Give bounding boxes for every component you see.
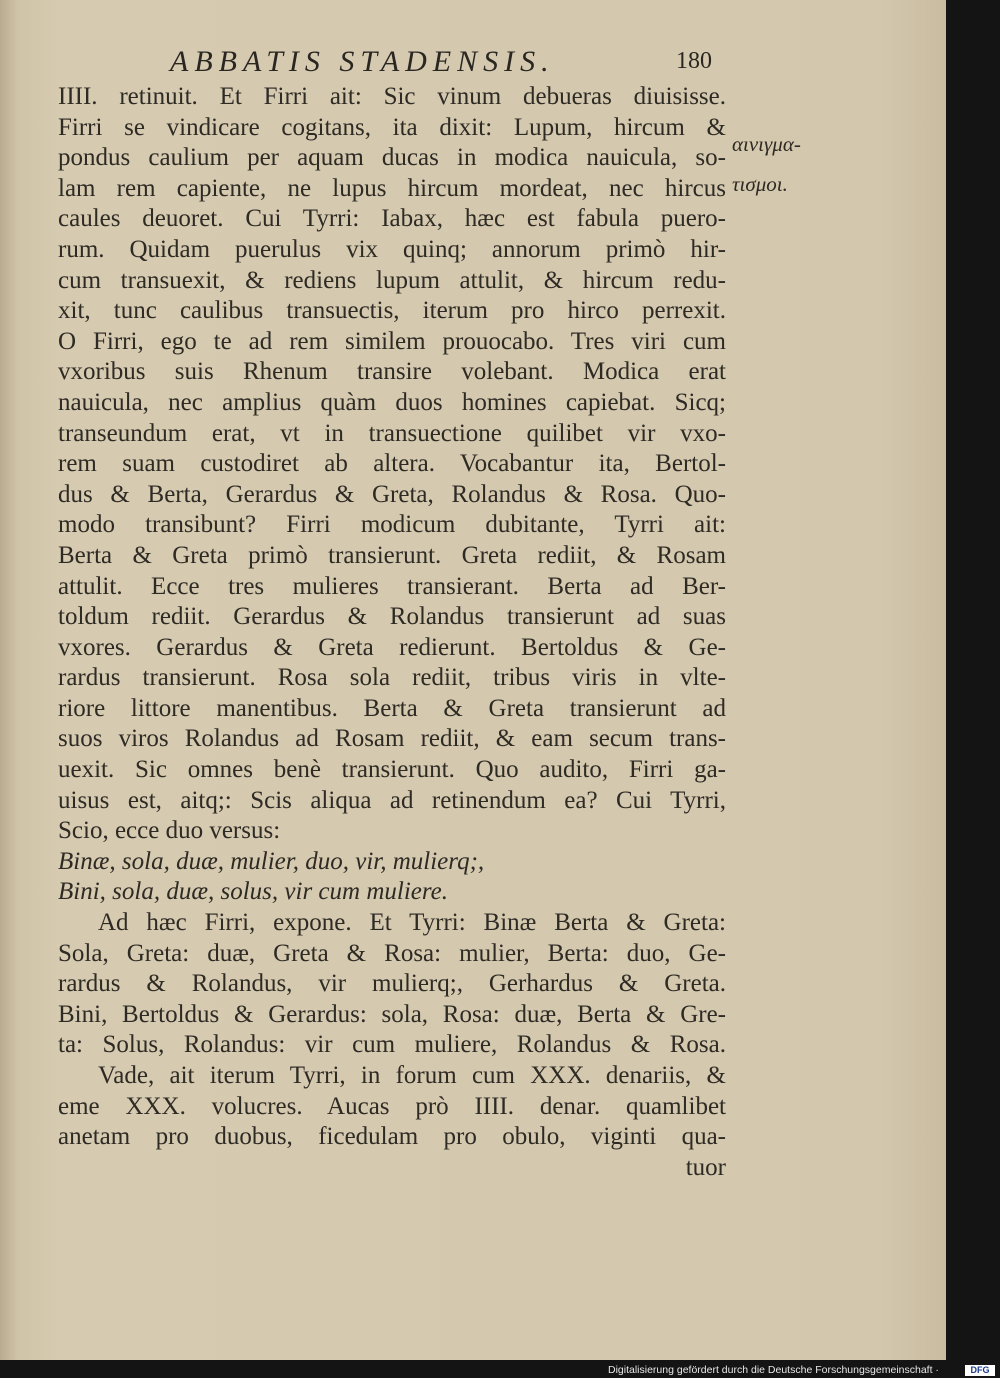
text-line: Scio, ecce duo versus: [58, 817, 281, 845]
text-line: riore littore manentibus. Berta & Greta transierunt ad [58, 694, 726, 722]
text-line: ta: Solus, Rolandus: vir cum muliere, Rolandus & Rosa. [58, 1031, 726, 1059]
text-line: transeundum erat, vt in transuectione quilibet vir vxo- [58, 419, 726, 447]
text-line: Bini, Bertoldus & Gerardus: sola, Rosa: duæ, Berta & Gre- [58, 1000, 726, 1028]
text-line: lam rem capiente, ne lupus hircum mordeat, nec hircus [58, 174, 726, 202]
text-line: vxores. Gerardus & Greta redierunt. Bertoldus & Ge- [58, 633, 726, 661]
margin-note-line-2: τισμοι. [732, 172, 788, 196]
text-line: Vade, ait iterum Tyrri, in forum cum XXX. denariis, & [98, 1062, 726, 1089]
text-line: Ad hæc Firri, expone. Et Tyrri: Binæ Berta & Greta: [98, 909, 726, 937]
text-line: xit, tunc caulibus transuectis, iterum pro hirco perrexit. [58, 297, 726, 325]
text-line: dus & Berta, Gerardus & Greta, Rolandus & Rosa. Quo- [58, 480, 726, 508]
text-line: Firri se vindicare cogitans, ita dixit: Lupum, hircum & [58, 113, 726, 141]
text-line: nauicula, nec amplius quàm duos homines capiebat. Sicq; [58, 388, 726, 416]
text-line: eme XXX. volucres. Aucas prò IIII. denar. quamlibet [58, 1092, 726, 1120]
text-line: toldum rediit. Gerardus & Rolandus transierunt ad suas [58, 603, 726, 631]
text-line: vxoribus suis Rhenum transire volebant. Modica erat [58, 358, 726, 386]
text-line: uexit. Sic omnes benè transierunt. Quo audito, Firri ga- [58, 756, 726, 784]
text-line: pondus caulium per aquam ducas in modica nauicula, so- [58, 144, 726, 172]
verse-line-2: Bini, sola, duæ, solus, vir cum muliere. [58, 878, 449, 906]
text-line: cum transuexit, & rediens lupum attulit, & hircum redu- [58, 266, 726, 294]
text-line: suos viros Rolandus ad Rosam rediit, & eam secum trans- [58, 725, 726, 753]
margin-note-line-1: αινιγμα- [732, 132, 801, 156]
text-line: caules deuoret. Cui Tyrri: Iabax, hæc est fabula puero- [58, 205, 726, 233]
text-line: modo transibunt? Firri modicum dubitante, Tyrri ait: [58, 511, 726, 539]
text-line: anetam pro duobus, ficedulam pro obulo, viginti qua- [58, 1123, 726, 1151]
text-line: rardus transierunt. Rosa sola rediit, tribus viris in vlte- [58, 664, 726, 692]
verse-line-1: Binæ, sola, duæ, mulier, duo, vir, mulierq;, [58, 847, 485, 875]
text-line: IIII. retinuit. Et Firri ait: Sic vinum debueras diuisisse. [58, 83, 726, 110]
text-line: attulit. Ecce tres mulieres transierant. Berta ad Ber- [58, 572, 726, 600]
text-line: rum. Quidam puerulus vix quinq; annorum primò hir- [58, 235, 726, 263]
text-line: uisus est, aitq;: Scis aliqua ad retinendum ea? Cui Tyrri, [58, 786, 726, 814]
running-title: ABBATIS STADENSIS. [170, 45, 555, 78]
text-line: rem suam custodiret ab altera. Vocabantur ita, Bertol- [58, 450, 726, 478]
digitization-credit: Digitalisierung gefördert durch die Deutsche Forschungsgemeinschaft · [608, 1364, 939, 1376]
text-line: O Firri, ego te ad rem similem prouocabo. Tres viri cum [58, 327, 726, 355]
text-line: rardus & Rolandus, vir mulierq;, Gerhardus & Greta. [58, 970, 726, 998]
text-line: Sola, Greta: duæ, Greta & Rosa: mulier, Berta: duo, Ge- [58, 939, 726, 967]
dfg-logo-icon: DFG [965, 1365, 995, 1376]
body-text [58, 82, 726, 1183]
text-line: Berta & Greta primò transierunt. Greta rediit, & Rosam [58, 541, 726, 569]
page-number: 180 [676, 48, 712, 74]
catchword: tuor [685, 1153, 726, 1181]
